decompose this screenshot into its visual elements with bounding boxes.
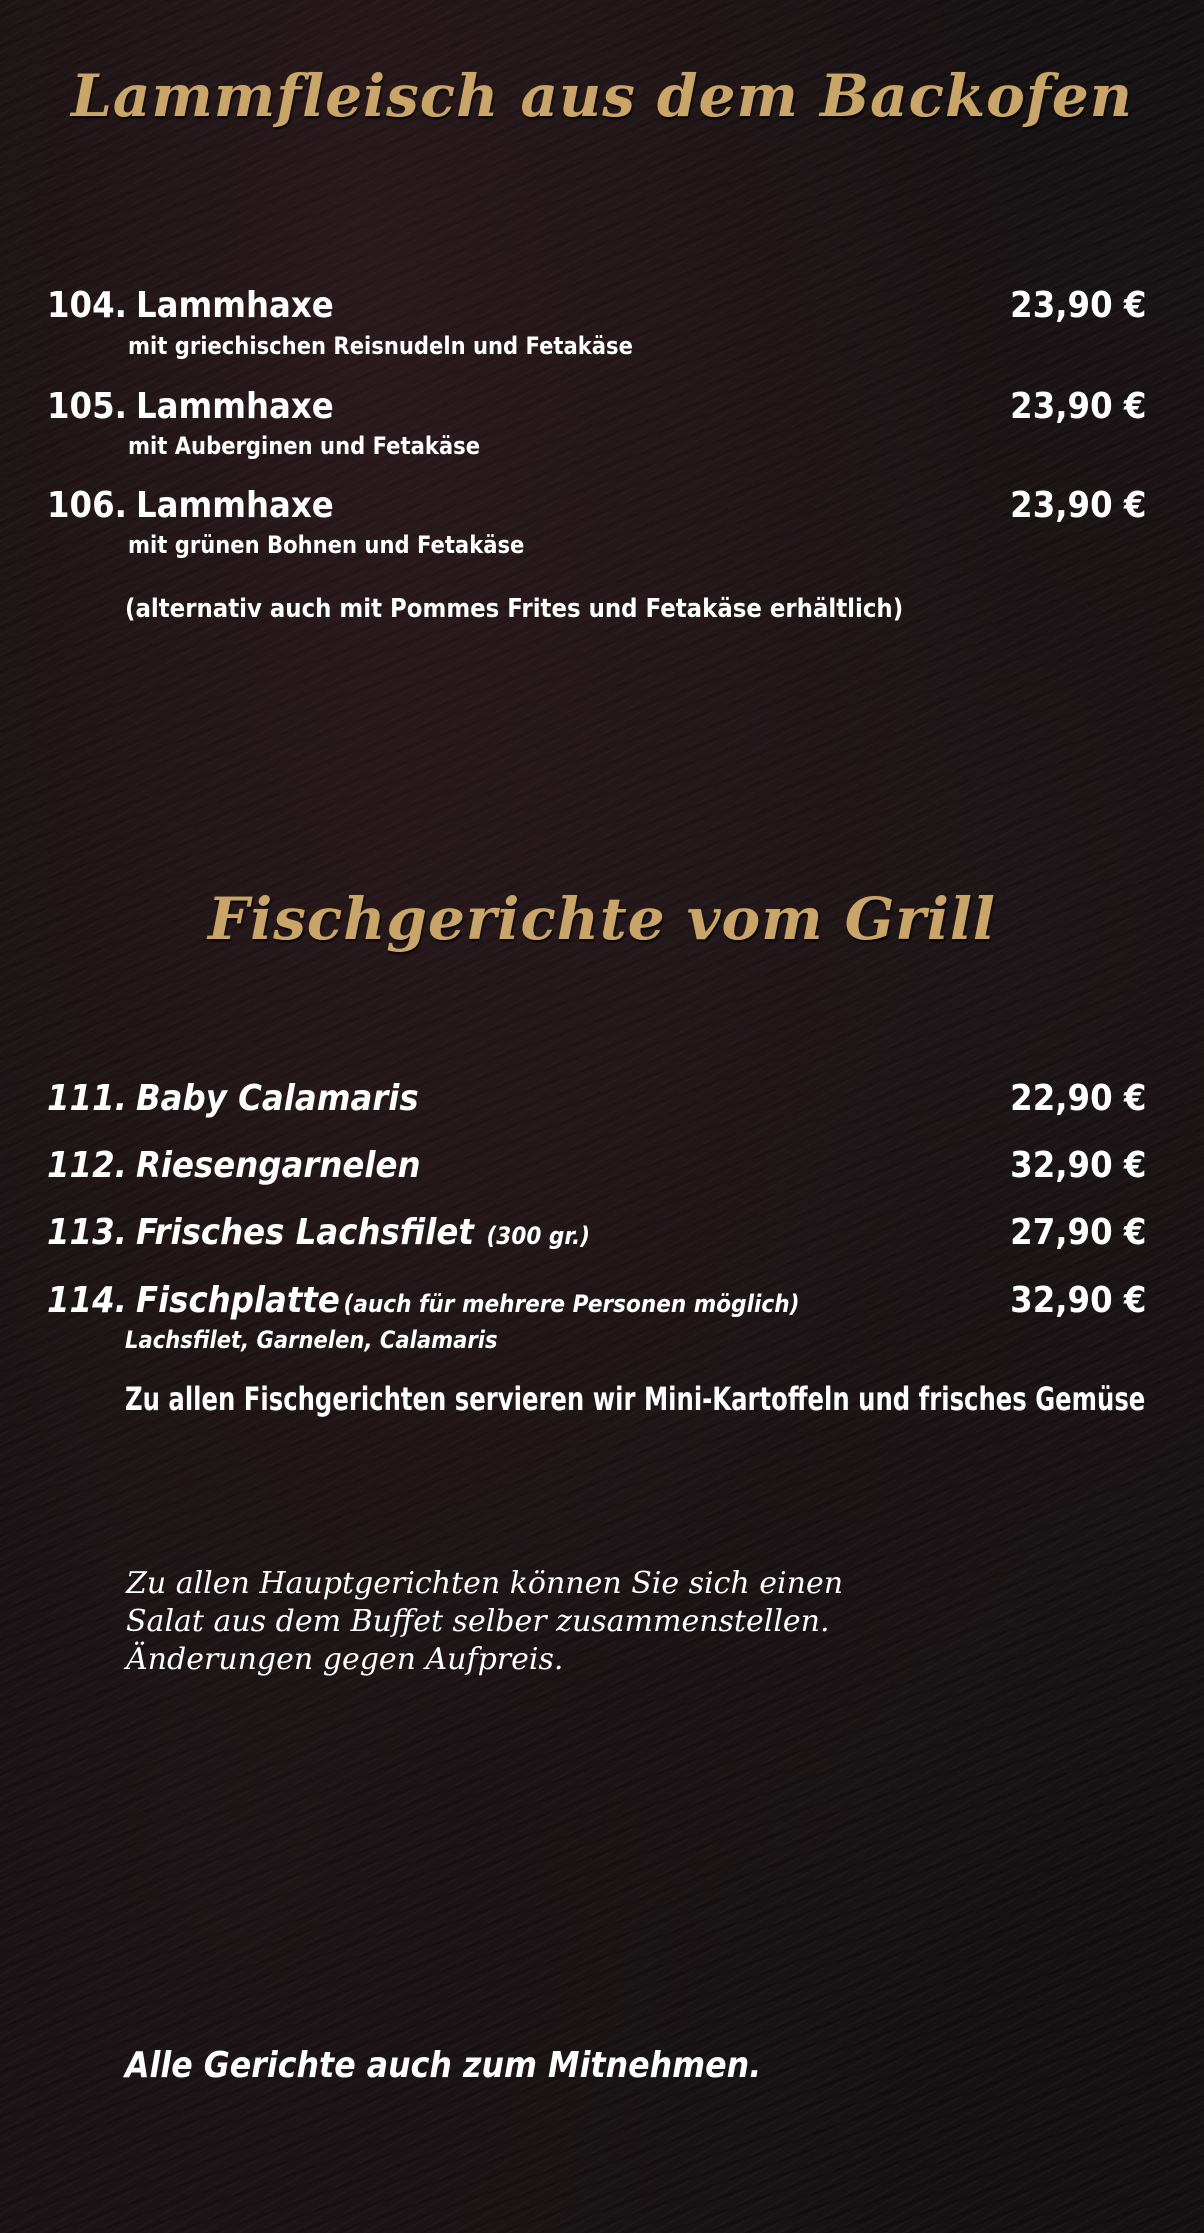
- item-name: Lammhaxe: [135, 485, 334, 526]
- item-price: 23,90 €: [1009, 285, 1146, 326]
- salad-note: [126, 1565, 843, 1679]
- section-title-lamb: Lammfleisch aus dem Backofen: [71, 62, 1133, 130]
- item-price: 27,90 €: [1009, 1212, 1146, 1253]
- item-number: 113.: [47, 1212, 127, 1253]
- item-description: mit Auberginen und Fetakäse: [128, 432, 481, 460]
- item-price: 23,90 €: [1009, 485, 1146, 526]
- item-number: 111.: [47, 1078, 127, 1119]
- item-number: 114.: [47, 1280, 127, 1321]
- salad-note-line: Änderungen gegen Aufpreis.: [126, 1642, 564, 1677]
- section-title-fish: Fischgerichte vom Grill: [208, 885, 996, 953]
- item-description: Lachsfilet, Garnelen, Calamaris: [125, 1326, 498, 1354]
- fish-note: Zu allen Fischgerichten servieren wir Mini-Kartoffeln und frisches Gemüse: [125, 1380, 1146, 1418]
- item-name: Fischplatte: [135, 1280, 340, 1321]
- item-name: Lammhaxe: [135, 285, 334, 326]
- item-description: mit grünen Bohnen und Fetakäse: [128, 531, 525, 559]
- item-number: 106.: [47, 485, 127, 526]
- item-name: Frisches Lachsfilet: [135, 1212, 474, 1253]
- item-size: (auch für mehrere Personen möglich): [343, 1290, 800, 1318]
- item-name: Lammhaxe: [135, 386, 334, 427]
- lamb-note: (alternativ auch mit Pommes Frites und Fetakäse erhältlich): [125, 594, 904, 624]
- salad-note-line: Salat aus dem Buffet selber zusammenstellen.: [126, 1604, 830, 1639]
- item-name: Riesengarnelen: [135, 1145, 421, 1186]
- item-price: 23,90 €: [1009, 386, 1146, 427]
- item-number: 104.: [47, 285, 127, 326]
- item-price: 22,90 €: [1009, 1078, 1146, 1119]
- footer-takeaway-note: Alle Gerichte auch zum Mitnehmen.: [125, 2045, 762, 2086]
- item-description: mit griechischen Reisnudeln und Fetakäse: [128, 332, 633, 360]
- item-number: 112.: [47, 1145, 127, 1186]
- item-price: 32,90 €: [1009, 1145, 1146, 1186]
- item-name: Baby Calamaris: [135, 1078, 419, 1119]
- item-price: 32,90 €: [1009, 1280, 1146, 1321]
- item-number: 105.: [47, 386, 127, 427]
- salad-note-line: Zu allen Hauptgerichten können Sie sich einen: [126, 1566, 844, 1601]
- item-size: (300 gr.): [486, 1222, 591, 1250]
